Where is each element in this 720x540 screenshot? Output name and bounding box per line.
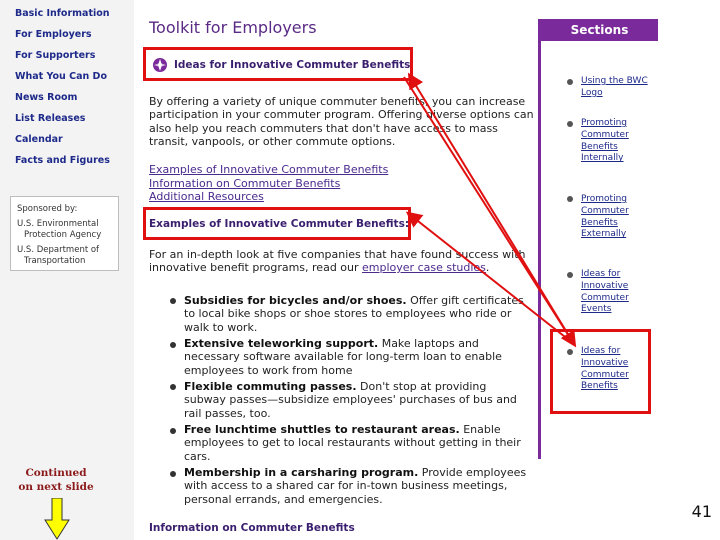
list-item-text: Provide employees with access to a shared car for in-town business meetings, personal errands, and emergencies. xyxy=(184,466,527,506)
nav-for-employers[interactable]: For Employers xyxy=(15,29,92,40)
nav-what-you-can-do[interactable]: What You Can Do xyxy=(15,71,107,82)
section-link-bwc-logo[interactable]: Using the BWC Logo xyxy=(581,76,648,98)
list-item-bold: Free lunchtime shuttles to restaurant areas. xyxy=(184,423,460,436)
continued-line2: on next slide xyxy=(18,481,94,493)
employer-case-studies-link[interactable]: employer case studies xyxy=(362,261,486,275)
sections-header: Sections xyxy=(541,19,658,41)
sponsor-dot-line2[interactable]: Transportation xyxy=(24,256,86,266)
nav-for-supporters[interactable]: For Supporters xyxy=(15,50,96,61)
examples-intro-suffix: . xyxy=(485,261,490,275)
section-link-events[interactable]: Ideas for Innovative Commuter Events xyxy=(581,269,629,315)
list-item-text: Don't stop at providing subway passes—subsidize employees' purchases of bus and rail passes, too. xyxy=(184,380,517,420)
examples-heading: Examples of Innovative Commuter Benefits: xyxy=(149,218,410,230)
page-subtitle: Ideas for Innovative Commuter Benefits xyxy=(174,59,411,71)
examples-intro-prefix: innovative benefit programs, read our xyxy=(149,261,363,275)
nav-news-room[interactable]: News Room xyxy=(15,92,78,103)
slide-number: 41 xyxy=(691,502,712,521)
intro-line: By offering a variety of unique commuter benefits, you can increase xyxy=(149,95,526,108)
section-link-external[interactable]: Promoting Commuter Benefits Externally xyxy=(581,194,629,240)
section-link-internal[interactable]: Promoting Commuter Benefits Internally xyxy=(581,118,629,164)
list-item-text: Enable employees to get to local restaurants without getting in their cars. xyxy=(184,423,521,463)
link-additional-resources[interactable]: Additional Resources xyxy=(149,190,264,203)
list-item-bold: Extensive teleworking support. xyxy=(184,337,379,350)
nav-facts-and-figures[interactable]: Facts and Figures xyxy=(15,155,110,166)
bottom-heading: Information on Commuter Benefits xyxy=(149,522,355,534)
link-information[interactable]: Information on Commuter Benefits xyxy=(149,176,341,190)
continued-line1: Continued xyxy=(25,467,87,479)
sponsor-epa-line1[interactable]: U.S. Environmental xyxy=(17,219,99,229)
nav-calendar[interactable]: Calendar xyxy=(15,134,63,145)
intro-line: transit, vanpools, or other commute options. xyxy=(149,134,396,148)
list-item-bold: Flexible commuting passes. xyxy=(184,380,357,393)
sponsor-dot-line1[interactable]: U.S. Department of xyxy=(17,245,100,255)
page-title: Toolkit for Employers xyxy=(149,18,317,37)
examples-intro-line1: For an in-depth look at five companies that have found success with xyxy=(149,248,526,261)
list-item-bold: Membership in a carsharing program. xyxy=(184,466,419,479)
list-item-bold: Subsidies for bicycles and/or shoes. xyxy=(184,294,407,307)
nav-basic-information[interactable]: Basic Information xyxy=(15,8,110,19)
list-item-text: Offer gift certificates to local bike shops or shoe stores to employees who ride or walk to work. xyxy=(184,294,524,334)
list-item-text: Make laptops and necessary software available for long-term loan to enable employees to work from home xyxy=(184,337,502,377)
intro-line: participation in your commuter program. Offering diverse options can xyxy=(149,108,534,122)
nav-list-releases[interactable]: List Releases xyxy=(15,113,86,124)
intro-line: also help you reach commuters that don't have access to mass xyxy=(149,121,498,135)
link-examples[interactable]: Examples of Innovative Commuter Benefits xyxy=(149,163,389,176)
sponsor-epa-line2[interactable]: Protection Agency xyxy=(24,230,102,240)
section-link-benefits[interactable]: Ideas for Innovative Commuter Benefits xyxy=(581,346,629,392)
sponsor-title: Sponsored by: xyxy=(17,204,78,214)
